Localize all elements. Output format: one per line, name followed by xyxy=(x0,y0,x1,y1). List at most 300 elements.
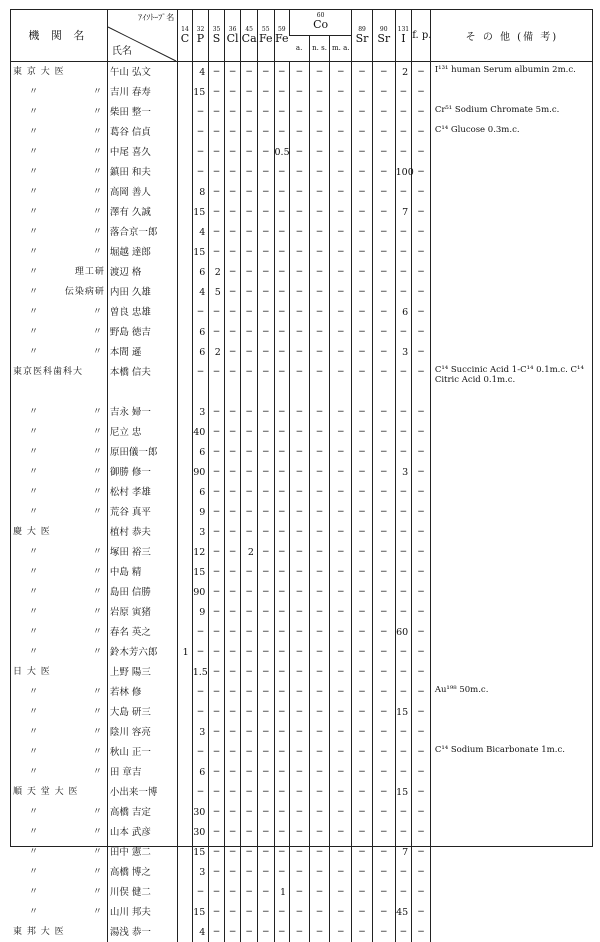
remark-cell xyxy=(430,402,593,422)
value-cell: − xyxy=(330,282,352,302)
remark-cell xyxy=(430,622,593,642)
remark-cell xyxy=(430,482,593,502)
value-cell: 4 xyxy=(192,922,209,942)
table-row xyxy=(10,502,593,522)
ditto-mark: 〃 xyxy=(93,904,107,921)
value-cell: 6 xyxy=(395,302,412,322)
table-row xyxy=(10,562,593,582)
value-cell xyxy=(178,702,192,722)
ditto-mark: 〃 xyxy=(13,427,39,437)
person-name: 本橋 信夫 xyxy=(107,362,177,382)
value-cell: − xyxy=(352,162,373,182)
value-cell: 2 xyxy=(209,342,225,362)
value-cell: − xyxy=(412,542,431,562)
value-cell: 3 xyxy=(192,402,209,422)
value-cell: − xyxy=(290,202,310,222)
value-cell xyxy=(241,382,258,402)
value-cell: − xyxy=(395,682,412,702)
value-cell: − xyxy=(290,82,310,102)
value-cell xyxy=(178,542,192,562)
table-body xyxy=(10,62,593,942)
value-cell: − xyxy=(257,642,274,662)
person-name: 吉永 婦一 xyxy=(107,402,177,422)
value-cell: − xyxy=(224,202,241,222)
value-cell: − xyxy=(395,522,412,542)
ditto-mark: 〃 xyxy=(93,184,107,201)
value-cell: − xyxy=(330,682,352,702)
value-cell: 15 xyxy=(395,782,412,802)
value-cell: − xyxy=(309,622,330,642)
institution-cell xyxy=(10,162,107,182)
value-cell: − xyxy=(224,642,241,662)
value-cell: − xyxy=(352,182,373,202)
value-cell: − xyxy=(257,702,274,722)
value-cell: − xyxy=(209,462,225,482)
value-cell: − xyxy=(352,642,373,662)
ditto-mark: 〃 xyxy=(13,807,39,817)
table-row xyxy=(10,322,593,342)
value-cell: − xyxy=(309,722,330,742)
value-cell: − xyxy=(330,802,352,822)
value-cell: − xyxy=(372,462,395,482)
value-cell: − xyxy=(372,622,395,642)
value-cell: − xyxy=(209,842,225,862)
value-cell: − xyxy=(395,242,412,262)
value-cell: − xyxy=(257,482,274,502)
value-cell: − xyxy=(309,882,330,902)
person-name xyxy=(107,382,177,402)
value-cell xyxy=(178,902,192,922)
value-cell: − xyxy=(224,362,241,382)
value-cell xyxy=(290,382,310,402)
value-cell: − xyxy=(372,562,395,582)
value-cell: − xyxy=(395,282,412,302)
institution-cell: 順 天 堂 大 医 xyxy=(10,782,107,802)
value-cell: − xyxy=(224,402,241,422)
value-cell: − xyxy=(241,502,258,522)
institution-cell xyxy=(10,642,107,662)
value-cell: − xyxy=(290,62,310,83)
value-cell: − xyxy=(241,762,258,782)
value-cell: − xyxy=(309,102,330,122)
table-row xyxy=(10,642,593,662)
ditto-mark: 〃 xyxy=(93,484,107,501)
value-cell: 60 xyxy=(395,622,412,642)
value-cell: − xyxy=(257,862,274,882)
value-cell: − xyxy=(290,562,310,582)
value-cell: − xyxy=(209,242,225,262)
value-cell: − xyxy=(309,142,330,162)
header-name-label: 氏名 xyxy=(112,42,132,57)
value-cell: − xyxy=(309,322,330,342)
value-cell: − xyxy=(224,462,241,482)
remark-cell xyxy=(430,582,593,602)
value-cell xyxy=(192,382,209,402)
value-cell: − xyxy=(224,742,241,762)
value-cell: − xyxy=(209,662,225,682)
value-cell: − xyxy=(241,462,258,482)
value-cell: − xyxy=(274,562,290,582)
value-cell: − xyxy=(257,882,274,902)
value-cell: − xyxy=(372,142,395,162)
value-cell: 1.5 xyxy=(192,662,209,682)
value-cell: 6 xyxy=(192,482,209,502)
value-cell: 15 xyxy=(395,702,412,722)
value-cell: − xyxy=(309,342,330,362)
value-cell: − xyxy=(290,802,310,822)
institution-cell xyxy=(10,722,107,742)
value-cell: − xyxy=(372,882,395,902)
value-cell: − xyxy=(290,182,310,202)
value-cell: − xyxy=(224,862,241,882)
value-cell: − xyxy=(209,422,225,442)
value-cell: − xyxy=(257,622,274,642)
institution-cell xyxy=(10,822,107,842)
value-cell: − xyxy=(257,102,274,122)
value-cell xyxy=(178,722,192,742)
value-cell: − xyxy=(309,522,330,542)
value-cell: − xyxy=(209,362,225,382)
value-cell: − xyxy=(309,762,330,782)
value-cell: − xyxy=(395,802,412,822)
ditto-mark: 〃 xyxy=(13,467,39,477)
value-cell: − xyxy=(290,322,310,342)
ditto-mark: 〃 xyxy=(13,187,39,197)
value-cell xyxy=(178,662,192,682)
person-name: 澤有 久誠 xyxy=(107,202,177,222)
ditto-mark: 〃 xyxy=(93,884,107,901)
header-c: 14 C xyxy=(178,9,192,62)
value-cell: − xyxy=(352,342,373,362)
value-cell: − xyxy=(241,662,258,682)
value-cell: − xyxy=(352,742,373,762)
value-cell: − xyxy=(209,322,225,342)
value-cell: 0.5 xyxy=(274,142,290,162)
value-cell: − xyxy=(330,542,352,562)
value-cell: − xyxy=(257,422,274,442)
person-name: 中尾 喜久 xyxy=(107,142,177,162)
value-cell: − xyxy=(274,922,290,942)
value-cell: − xyxy=(372,922,395,942)
value-cell: − xyxy=(290,242,310,262)
remark-cell xyxy=(430,82,593,102)
value-cell: − xyxy=(352,522,373,542)
ditto-mark: 〃 xyxy=(93,224,107,241)
value-cell: − xyxy=(241,802,258,822)
value-cell: − xyxy=(274,642,290,662)
remark-cell xyxy=(430,342,593,362)
value-cell: − xyxy=(330,702,352,722)
ditto-mark: 〃 xyxy=(93,644,107,661)
value-cell: − xyxy=(395,102,412,122)
value-cell: − xyxy=(274,622,290,642)
value-cell: − xyxy=(241,902,258,922)
value-cell: − xyxy=(209,202,225,222)
value-cell: − xyxy=(330,182,352,202)
institution-cell xyxy=(10,602,107,622)
value-cell: − xyxy=(257,362,274,382)
value-cell: − xyxy=(395,402,412,422)
value-cell: − xyxy=(274,322,290,342)
value-cell: − xyxy=(330,362,352,382)
value-cell: − xyxy=(309,922,330,942)
value-cell: − xyxy=(192,362,209,382)
institution-cell xyxy=(10,702,107,722)
remark-cell xyxy=(430,902,593,922)
value-cell xyxy=(395,382,412,402)
value-cell: − xyxy=(372,422,395,442)
table-row xyxy=(10,182,593,202)
person-name: 中島 精 xyxy=(107,562,177,582)
value-cell xyxy=(412,382,431,402)
value-cell: − xyxy=(274,902,290,922)
value-cell: − xyxy=(290,522,310,542)
value-cell: − xyxy=(224,442,241,462)
value-cell: − xyxy=(309,82,330,102)
value-cell: − xyxy=(290,702,310,722)
value-cell: − xyxy=(192,302,209,322)
ditto-mark: 〃 xyxy=(13,487,39,497)
value-cell: − xyxy=(372,822,395,842)
value-cell: − xyxy=(395,882,412,902)
remark-cell xyxy=(430,422,593,442)
value-cell: − xyxy=(290,722,310,742)
value-cell: − xyxy=(412,662,431,682)
value-cell xyxy=(178,282,192,302)
value-cell: − xyxy=(330,142,352,162)
value-cell: − xyxy=(257,182,274,202)
value-cell: − xyxy=(241,862,258,882)
value-cell: − xyxy=(330,122,352,142)
table-row xyxy=(10,402,593,422)
value-cell: − xyxy=(309,582,330,602)
value-cell: − xyxy=(395,122,412,142)
value-cell: − xyxy=(372,702,395,722)
value-cell: − xyxy=(274,262,290,282)
value-cell: − xyxy=(352,202,373,222)
value-cell xyxy=(178,522,192,542)
value-cell: − xyxy=(352,882,373,902)
value-cell: − xyxy=(412,502,431,522)
ditto-mark: 〃 xyxy=(13,107,39,117)
person-name: 荒谷 真平 xyxy=(107,502,177,522)
value-cell: − xyxy=(352,862,373,882)
remark-cell xyxy=(430,282,593,302)
value-cell: 4 xyxy=(192,62,209,83)
value-cell: − xyxy=(241,702,258,722)
header-p: 32 P xyxy=(192,9,209,62)
value-cell: − xyxy=(395,442,412,462)
value-cell: − xyxy=(372,162,395,182)
value-cell: − xyxy=(274,182,290,202)
value-cell: − xyxy=(352,782,373,802)
ditto-mark: 〃 xyxy=(13,547,39,557)
value-cell: − xyxy=(309,602,330,622)
table-row xyxy=(10,742,593,762)
value-cell: − xyxy=(209,542,225,562)
value-cell: − xyxy=(224,322,241,342)
person-name: 山川 邦夫 xyxy=(107,902,177,922)
value-cell: − xyxy=(372,342,395,362)
remark-cell: Au¹⁹⁸ 50m.c. xyxy=(430,682,593,702)
value-cell: − xyxy=(372,902,395,922)
value-cell: − xyxy=(241,722,258,742)
remark-cell xyxy=(430,882,593,902)
value-cell: − xyxy=(290,342,310,362)
value-cell: − xyxy=(257,62,274,83)
value-cell: − xyxy=(241,742,258,762)
value-cell xyxy=(178,782,192,802)
value-cell: − xyxy=(209,142,225,162)
value-cell: − xyxy=(395,322,412,342)
person-name: 尼立 忠 xyxy=(107,422,177,442)
person-name: 川俣 健二 xyxy=(107,882,177,902)
remark-cell xyxy=(430,322,593,342)
remark-cell xyxy=(430,202,593,222)
value-cell: − xyxy=(309,202,330,222)
value-cell: − xyxy=(241,422,258,442)
ditto-mark: 〃 xyxy=(13,127,39,137)
value-cell: 8 xyxy=(192,182,209,202)
value-cell: − xyxy=(395,922,412,942)
ditto-mark: 〃 xyxy=(93,444,107,461)
header-co-ns: n. s. xyxy=(309,35,330,61)
value-cell: − xyxy=(412,482,431,502)
value-cell: − xyxy=(241,322,258,342)
remark-cell xyxy=(430,242,593,262)
ditto-mark: 〃 xyxy=(93,104,107,121)
value-cell: − xyxy=(257,142,274,162)
institution-cell xyxy=(10,682,107,702)
value-cell: − xyxy=(330,862,352,882)
institution-cell xyxy=(10,502,107,522)
value-cell: − xyxy=(309,302,330,322)
value-cell: − xyxy=(274,342,290,362)
value-cell: − xyxy=(372,842,395,862)
value-cell: − xyxy=(352,502,373,522)
value-cell: − xyxy=(290,762,310,782)
table-row xyxy=(10,422,593,442)
person-name: 島田 信勝 xyxy=(107,582,177,602)
value-cell: − xyxy=(309,502,330,522)
value-cell: − xyxy=(192,122,209,142)
ditto-mark: 〃 xyxy=(93,164,107,181)
value-cell: − xyxy=(224,542,241,562)
value-cell: − xyxy=(257,682,274,702)
header-cl: 36 Cl xyxy=(224,9,241,62)
institution-cell xyxy=(10,422,107,442)
value-cell: − xyxy=(274,602,290,622)
ditto-mark: 〃 xyxy=(93,584,107,601)
value-cell: − xyxy=(412,62,431,83)
value-cell: 6 xyxy=(192,342,209,362)
remark-cell xyxy=(430,502,593,522)
person-name: 午山 弘文 xyxy=(107,62,177,83)
value-cell: − xyxy=(290,362,310,382)
value-cell: − xyxy=(352,402,373,422)
value-cell: − xyxy=(330,482,352,502)
value-cell: − xyxy=(257,902,274,922)
value-cell: − xyxy=(395,482,412,502)
ditto-mark: 〃 xyxy=(93,344,107,361)
value-cell: − xyxy=(352,102,373,122)
value-cell: − xyxy=(224,602,241,622)
ditto-mark: 〃 xyxy=(13,587,39,597)
institution-cell xyxy=(10,622,107,642)
value-cell: − xyxy=(224,502,241,522)
value-cell: − xyxy=(395,502,412,522)
value-cell: − xyxy=(412,822,431,842)
value-cell: − xyxy=(412,742,431,762)
value-cell: 9 xyxy=(192,502,209,522)
remark-cell xyxy=(430,642,593,662)
person-name: 若林 修 xyxy=(107,682,177,702)
header-co-ma: m. a. xyxy=(330,35,352,61)
value-cell: − xyxy=(412,642,431,662)
value-cell: − xyxy=(412,522,431,542)
value-cell: − xyxy=(224,902,241,922)
value-cell: − xyxy=(330,922,352,942)
institution-cell xyxy=(10,582,107,602)
value-cell: − xyxy=(257,282,274,302)
value-cell: 1 xyxy=(178,642,192,662)
value-cell: 30 xyxy=(192,802,209,822)
remark-cell xyxy=(430,842,593,862)
value-cell: − xyxy=(412,442,431,462)
value-cell: − xyxy=(372,582,395,602)
institution-cell xyxy=(10,802,107,822)
value-cell: − xyxy=(209,442,225,462)
value-cell: − xyxy=(274,742,290,762)
table-row xyxy=(10,62,593,83)
table-row xyxy=(10,262,593,282)
value-cell: − xyxy=(224,182,241,202)
value-cell: − xyxy=(309,662,330,682)
value-cell: − xyxy=(192,622,209,642)
remark-cell xyxy=(430,462,593,482)
value-cell: − xyxy=(372,122,395,142)
value-cell: − xyxy=(395,762,412,782)
value-cell: − xyxy=(412,882,431,902)
value-cell: − xyxy=(395,262,412,282)
value-cell: − xyxy=(309,682,330,702)
value-cell: − xyxy=(274,842,290,862)
institution-cell xyxy=(10,202,107,222)
value-cell: − xyxy=(395,742,412,762)
value-cell xyxy=(178,162,192,182)
header-institution: 機 関 名 xyxy=(10,9,107,62)
value-cell: − xyxy=(274,82,290,102)
value-cell: − xyxy=(209,822,225,842)
value-cell: − xyxy=(274,822,290,842)
value-cell: 90 xyxy=(192,582,209,602)
value-cell: − xyxy=(209,522,225,542)
value-cell: − xyxy=(274,422,290,442)
value-cell xyxy=(178,262,192,282)
value-cell xyxy=(372,382,395,402)
value-cell: − xyxy=(257,802,274,822)
value-cell: − xyxy=(209,722,225,742)
remark-cell xyxy=(430,542,593,562)
table-row xyxy=(10,782,593,802)
value-cell: 9 xyxy=(192,602,209,622)
ditto-mark: 〃 xyxy=(13,207,39,217)
value-cell: − xyxy=(241,182,258,202)
remark-cell: I¹³¹ human Serum albumin 2m.c. xyxy=(430,62,593,83)
value-cell: − xyxy=(224,662,241,682)
value-cell: − xyxy=(257,222,274,242)
value-cell: − xyxy=(309,702,330,722)
